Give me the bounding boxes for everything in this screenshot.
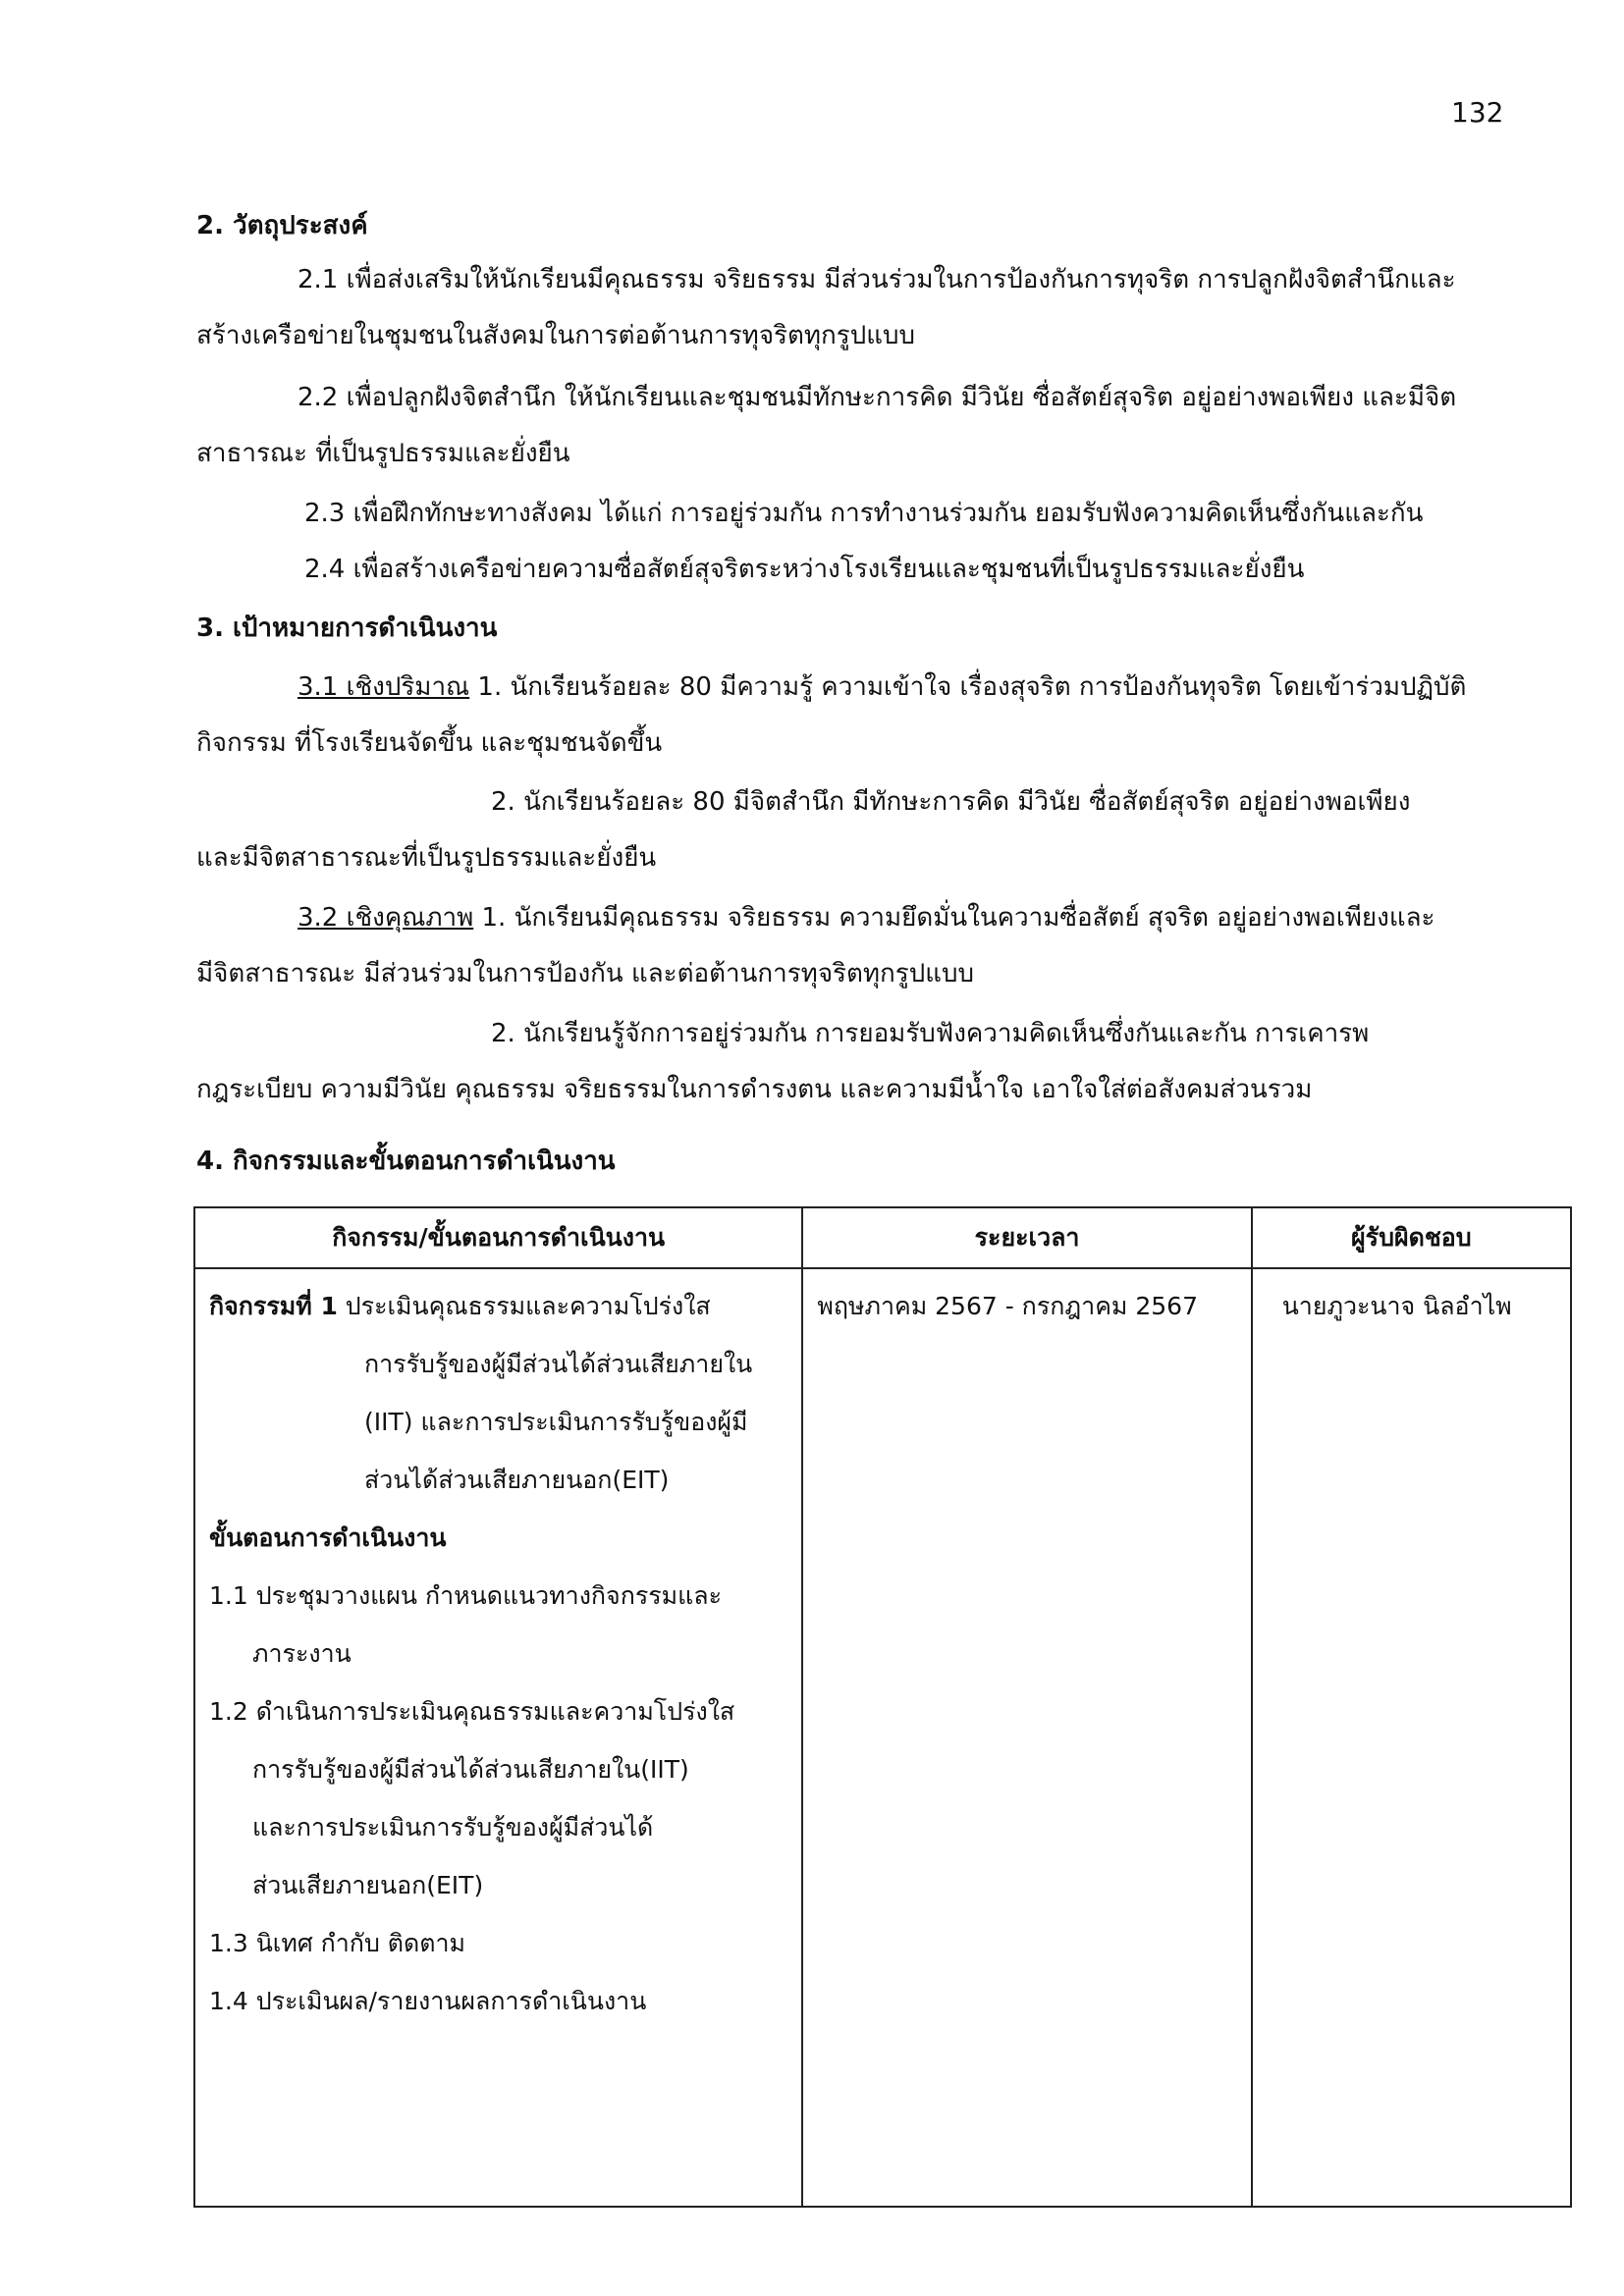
objective-2-1-line1: 2.1 เพื่อส่งเสริมให้นักเรียนมีคุณธรรม จริยธรรม มีส่วนร่วมในการป้องกันการทุจริต การปลูกฝังจิตสำนึกและ: [298, 265, 1456, 294]
column-header-period: ระยะเวลา: [802, 1207, 1251, 1268]
responsible-text: นายภูวะนาจ นิลอำไพ: [1281, 1292, 1512, 1320]
quantity-goal-line1: [298, 667, 1466, 707]
step-1-1-line2: ภาระงาน: [252, 1639, 352, 1668]
section4-heading: 4. กิจกรรมและขั้นตอนการดำเนินงาน: [196, 1147, 616, 1176]
quality-label: 3.2 เชิงคุณภาพ: [298, 903, 474, 933]
quality-goal-2-line2: กฎระเบียบ ความมีวินัย คุณธรรม จริยธรรมในการดำรงตน และความมีน้ำใจ เอาใจใส่ต่อสังคมส่วนรวม: [196, 1075, 1313, 1104]
responsible-cell: [1252, 1268, 1571, 2207]
objective-2-4: 2.4 เพื่อสร้างเครือข่ายความซื่อสัตย์สุจริตระหว่างโรงเรียนและชุมชนที่เป็นรูปธรรมและยั่งยืน: [304, 555, 1305, 584]
objective-2-1-line2: สร้างเครือข่ายในชุมชนในสังคมในการต่อต้านการทุจริตทุกรูปแบบ: [196, 321, 916, 350]
step-1-2-line4: ส่วนเสียภายนอก(EIT): [252, 1871, 484, 1899]
step-1-2-line3: และการประเมินการรับรู้ของผู้มีส่วนได้: [252, 1813, 654, 1842]
quantity-label: 3.1 เชิงปริมาณ: [298, 672, 470, 702]
activity-label: กิจกรรมที่ 1: [209, 1292, 338, 1320]
quality-goal-1-line2: มีจิตสาธารณะ มีส่วนร่วมในการป้องกัน และต่อต้านการทุจริตทุกรูปแบบ: [196, 959, 975, 988]
section3-heading: 3. เป้าหมายการดำเนินงาน: [196, 614, 498, 643]
column-header-responsible: ผู้รับผิดชอบ: [1252, 1207, 1571, 1268]
step-1-3: 1.3 นิเทศ กำกับ ติดตาม: [209, 1929, 465, 1957]
column-header-activity: กิจกรรม/ขั้นตอนการดำเนินงาน: [194, 1207, 802, 1268]
steps-heading: ขั้นตอนการดำเนินงาน: [209, 1523, 447, 1552]
quality-goal-1-text: 1. นักเรียนมีคุณธรรม จริยธรรม ความยึดมั่นในความซื่อสัตย์ สุจริต อยู่อย่างพอเพียงและ: [473, 903, 1435, 933]
quantity-goal-2-line2: และมีจิตสาธารณะที่เป็นรูปธรรมและยั่งยืน: [196, 843, 657, 873]
table-header-row: [194, 1207, 1571, 1268]
activity-title-line4: ส่วนได้ส่วนเสียภายนอก(EIT): [364, 1466, 670, 1494]
step-1-2-line2: การรับรู้ของผู้มีส่วนได้ส่วนเสียภายใน(IIT): [252, 1755, 689, 1784]
step-1-4: 1.4 ประเมินผล/รายงานผลการดำเนินงาน: [209, 1987, 647, 2015]
table-row: [194, 1268, 1571, 2207]
objective-2-3: 2.3 เพื่อฝึกทักษะทางสังคม ได้แก่ การอยู่ร่วมกัน การทำงานร่วมกัน ยอมรับฟังความคิดเห็นซึ่งกันและกัน: [304, 499, 1424, 528]
quantity-goal-1-line2: กิจกรรม ที่โรงเรียนจัดขึ้น และชุมชนจัดขึ้น: [196, 728, 663, 758]
objective-2-2-line2: สาธารณะ ที่เป็นรูปธรรมและยั่งยืน: [196, 439, 570, 468]
quality-goal-line1: [298, 898, 1435, 937]
period-cell: [802, 1268, 1251, 2207]
activity-text-1: ประเมินคุณธรรมและความโปร่งใส: [337, 1292, 711, 1320]
activity-cell: [194, 1268, 802, 2207]
step-1-1-line1: 1.1 ประชุมวางแผน กำหนดแนวทางกิจกรรมและ: [209, 1581, 723, 1610]
quantity-goal-1-text: 1. นักเรียนร้อยละ 80 มีความรู้ ความเข้าใจ เรื่องสุจริต การป้องกันทุจริต โดยเข้าร่วมปฏิบัติ: [469, 672, 1467, 702]
period-text: พฤษภาคม 2567 - กรกฎาคม 2567: [817, 1292, 1198, 1320]
activity-title-line1: [209, 1277, 801, 1335]
step-1-2-line1: 1.2 ดำเนินการประเมินคุณธรรมและความโปร่งใส: [209, 1697, 735, 1726]
activity-table: [193, 1206, 1572, 2208]
activity-title-line3: (IIT) และการประเมินการรับรู้ของผู้มี: [364, 1408, 748, 1436]
quality-goal-2-line1: 2. นักเรียนรู้จักการอยู่ร่วมกัน การยอมรับฟังความคิดเห็นซึ่งกันและกัน การเคารพ: [491, 1019, 1370, 1048]
activity-title-line2: การรับรู้ของผู้มีส่วนได้ส่วนเสียภายใน: [364, 1350, 753, 1378]
page-number: 132: [1451, 96, 1504, 129]
section2-heading: 2. วัตถุประสงค์: [196, 211, 368, 240]
objective-2-2-line1: 2.2 เพื่อปลูกฝังจิตสำนึก ให้นักเรียนและชุมชนมีทักษะการคิด มีวินัย ซื่อสัตย์สุจริต อยู่อย่างพอเพียง และมีจิต: [298, 383, 1457, 412]
quantity-goal-2-line1: 2. นักเรียนร้อยละ 80 มีจิตสำนึก มีทักษะการคิด มีวินัย ซื่อสัตย์สุจริต อยู่อย่างพอเพียง: [491, 787, 1411, 817]
